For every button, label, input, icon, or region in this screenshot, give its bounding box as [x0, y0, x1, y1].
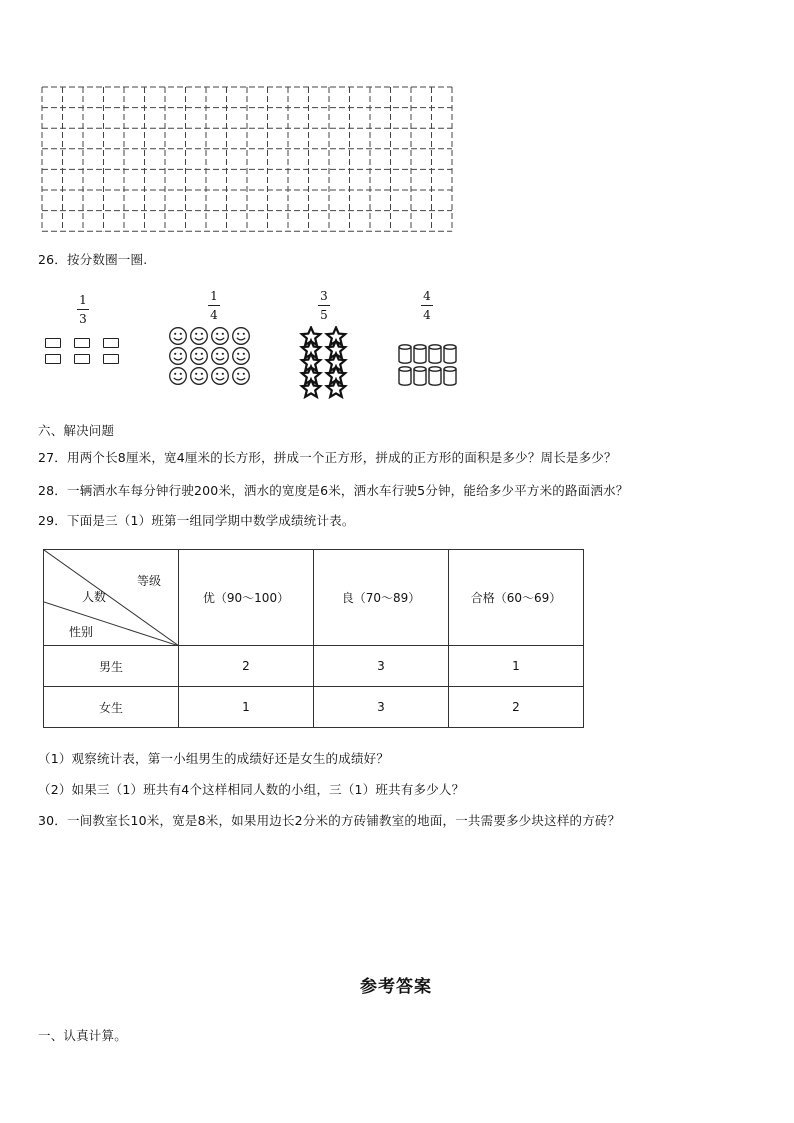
question-29-part-2: （2）如果三（1）班共有4个这样相同人数的小组，三（1）班共有多少人？ [38, 782, 465, 797]
rectangle-icon [45, 354, 61, 364]
smiley-icon [170, 328, 187, 345]
table-header-cell: 优（90～100） [179, 550, 314, 646]
fraction-4-numerator: 4 [423, 289, 431, 303]
smiley-icon [170, 348, 187, 365]
cylinder-icon [429, 345, 441, 363]
cylinder-icon [444, 345, 456, 363]
diagonal-lines [44, 550, 179, 646]
table-cell: 3 [314, 646, 449, 687]
smiley-icon [191, 348, 208, 365]
table-row [44, 646, 584, 687]
smiley-group [168, 326, 254, 386]
table-header-cell: 合格（60～69） [449, 550, 584, 646]
question-29: 29．下面是三（1）班第一组同学期中数学成绩统计表。 [38, 513, 355, 528]
table-cell: 3 [314, 687, 449, 728]
table-cell: 1 [449, 646, 584, 687]
fraction-3-denominator: 5 [320, 308, 328, 322]
smiley-icon [170, 368, 187, 385]
smiley-icon [212, 348, 229, 365]
smiley-icon [212, 328, 229, 345]
cylinder-icon [399, 345, 411, 363]
question-29-part-1: （1）观察统计表，第一小组男生的成绩好还是女生的成绩好？ [38, 751, 390, 766]
fraction-2-denominator: 4 [210, 308, 218, 322]
question-30: 30．一间教室长10米，宽是8米，如果用边长2分米的方砖铺教室的地面，一共需要多少块这样的方砖？ [38, 813, 621, 828]
section-6-heading: 六、解决问题 [38, 423, 115, 438]
fraction-2 [206, 289, 222, 322]
smiley-icon [233, 328, 250, 345]
cylinder-icon [414, 367, 426, 385]
corner-gender-label: 性别 [69, 625, 94, 639]
smiley-icon [233, 348, 250, 365]
fraction-4 [419, 289, 435, 322]
question-28: 28．一辆洒水车每分钟行驶200米，洒水的宽度是6米，洒水车行驶5分钟，能给多少平方米的路面洒水？ [38, 483, 629, 498]
rectangle-icon [103, 354, 119, 364]
star-group [296, 326, 352, 402]
fraction-3 [316, 289, 332, 322]
cylinder-icon [414, 345, 426, 363]
fraction-1-numerator: 1 [79, 293, 87, 307]
cylinder-icon [429, 367, 441, 385]
question-27: 27．用两个长8厘米，宽4厘米的长方形，拼成一个正方形，拼成的正方形的面积是多少？周长是多少？ [38, 450, 617, 465]
table-header-cell: 良（70～89） [314, 550, 449, 646]
table-row [44, 687, 584, 728]
rectangle-icon [103, 338, 119, 348]
table-corner-cell [44, 550, 179, 646]
fraction-1-denominator: 3 [79, 312, 87, 326]
question-26: 26．按分数圈一圈. [38, 252, 148, 267]
fraction-4-denominator: 4 [423, 308, 431, 322]
rectangle-icon [74, 354, 90, 364]
table-cell: 2 [179, 646, 314, 687]
corner-grade-label: 等级 [137, 574, 162, 588]
rectangle-icon [45, 338, 61, 348]
fraction-2-numerator: 1 [210, 289, 218, 303]
smiley-icon [191, 328, 208, 345]
smiley-icon [212, 368, 229, 385]
table-cell: 2 [449, 687, 584, 728]
cylinder-icon [444, 367, 456, 385]
row-label: 男生 [44, 646, 179, 687]
cylinder-icon [399, 367, 411, 385]
smiley-icon [191, 368, 208, 385]
table-cell: 1 [179, 687, 314, 728]
dashed-grid [38, 84, 456, 232]
corner-count-label: 人数 [82, 590, 107, 604]
answers-title: 参考答案 [360, 977, 432, 997]
row-label: 女生 [44, 687, 179, 728]
section-1-heading: 一、认真计算。 [38, 1028, 127, 1043]
score-statistics-table [43, 549, 584, 728]
rectangle-icon [74, 338, 90, 348]
smiley-icon [233, 368, 250, 385]
cylinder-group [397, 342, 463, 390]
fraction-1 [75, 293, 91, 326]
fraction-3-numerator: 3 [320, 289, 328, 303]
